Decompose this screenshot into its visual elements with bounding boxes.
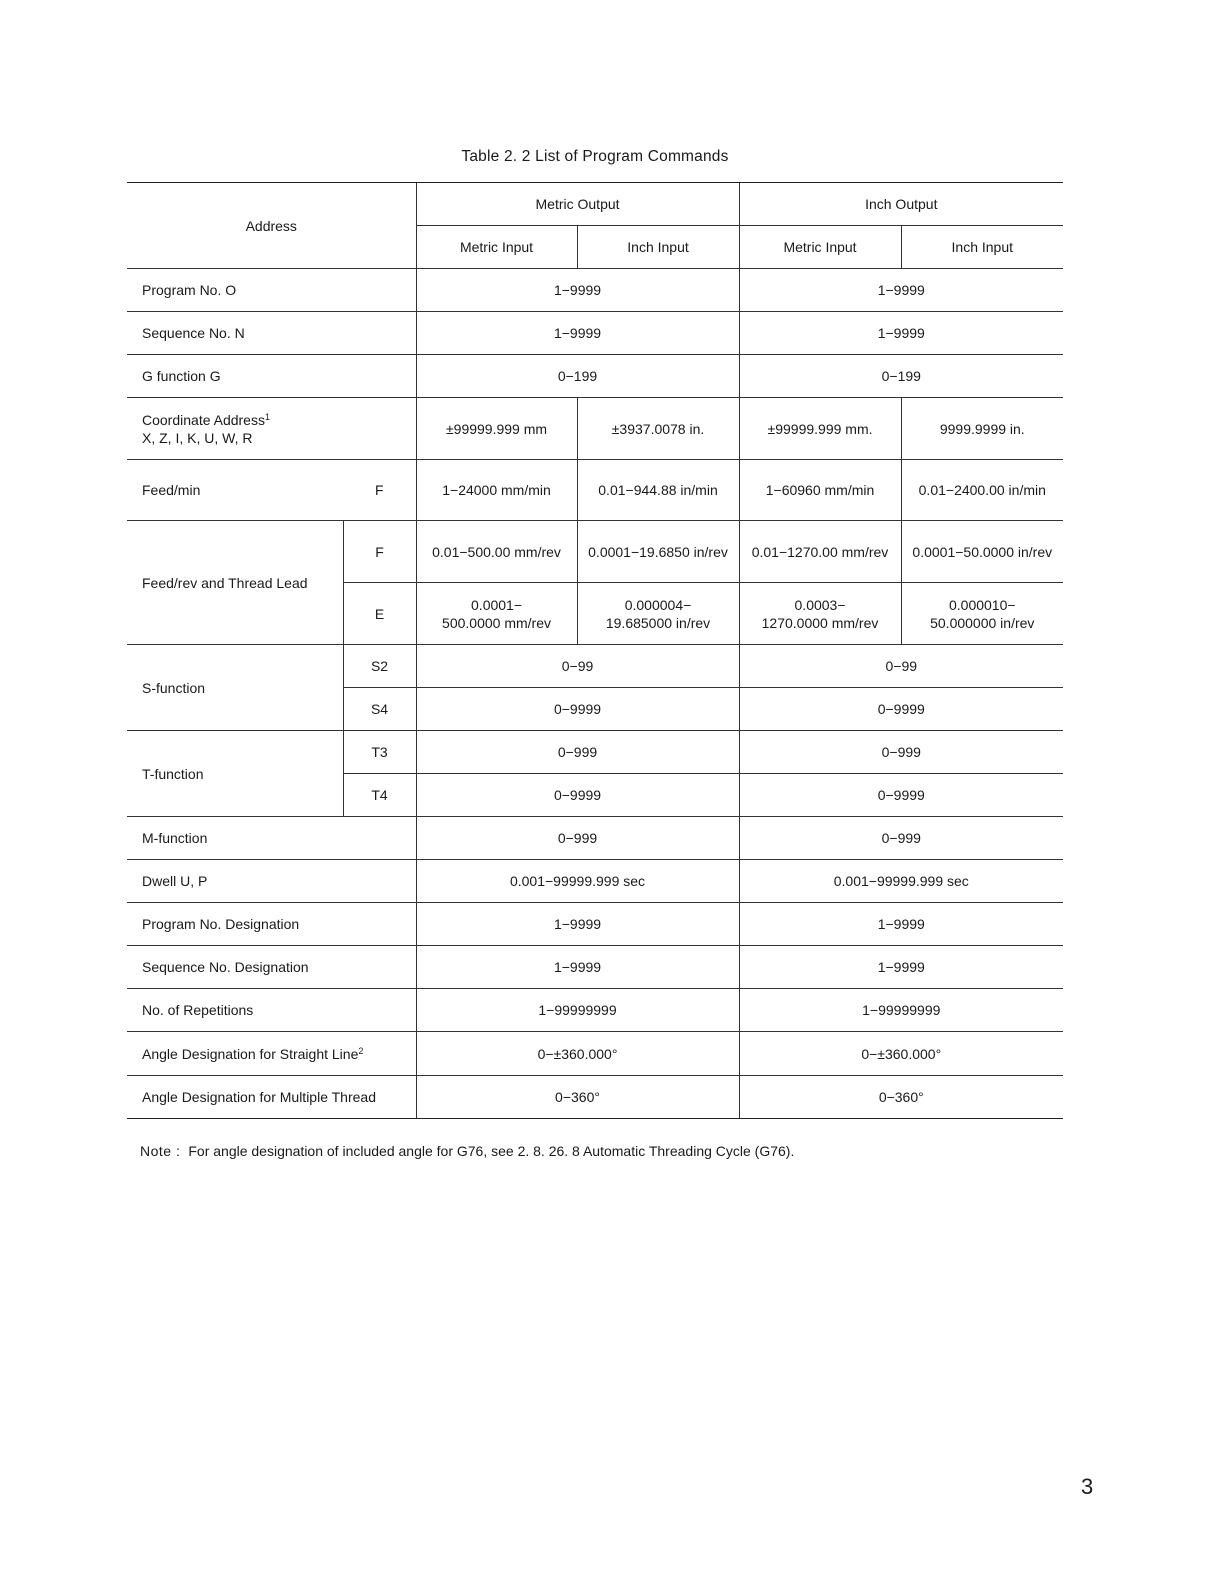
cell-metric-input: 0.01−1270.00 mm/rev [739, 521, 901, 583]
cell-metric-input: ±99999.999 mm [416, 398, 577, 460]
cell-inch: 0−9999 [739, 774, 1063, 817]
row-label-program-no: Program No. O [127, 269, 416, 312]
value-line: 1270.0000 mm/rev [761, 614, 879, 631]
table-row [127, 946, 1063, 989]
cell-inch-input: 0.01−2400.00 in/min [901, 460, 1063, 521]
cell-inch-input: 9999.9999 in. [901, 398, 1063, 460]
row-label-t-function: T-function [127, 731, 343, 817]
row-label-m-function: M-function [127, 817, 416, 860]
value-line: 0.0001− [471, 596, 523, 613]
cell-inch-input: 0.01−944.88 in/min [577, 460, 739, 521]
note-heading: Note : [140, 1143, 181, 1159]
cell-metric: 0−9999 [416, 688, 739, 731]
header-inch-input-2: Inch Input [901, 226, 1063, 269]
value-line: 0.000004− [624, 596, 692, 613]
table-row [127, 398, 1063, 460]
row-label-coordinate-address [127, 398, 416, 460]
angle-straight-label: Angle Designation for Straight Line [142, 1045, 359, 1062]
row-label-g-function: G function G [127, 355, 416, 398]
value-line: 0.000010− [948, 596, 1016, 613]
footnote-mark: 1 [264, 411, 270, 422]
row-label-dwell: Dwell U, P [127, 860, 416, 903]
header-row-1 [127, 183, 1063, 226]
table-row [127, 731, 1063, 774]
row-label-program-no-designation: Program No. Designation [127, 903, 416, 946]
cell-inch-input: ±3937.0078 in. [577, 398, 739, 460]
cell-metric: 0−999 [416, 817, 739, 860]
header-metric-input-1: Metric Input [416, 226, 577, 269]
value-line: 500.0000 mm/rev [442, 614, 551, 631]
cell-inch: 1−9999 [739, 946, 1063, 989]
value-line: 0.0003− [794, 596, 846, 613]
row-code-t3: T3 [343, 731, 416, 774]
row-label-sequence-no: Sequence No. N [127, 312, 416, 355]
table-row [127, 460, 1063, 521]
table-caption: Table 2. 2 List of Program Commands [461, 148, 729, 165]
header-address: Address [127, 183, 416, 269]
value-line: 19.685000 in/rev [605, 614, 711, 631]
row-code-f: F [343, 460, 416, 521]
table-row [127, 817, 1063, 860]
table-note [140, 1143, 794, 1159]
header-inch-output: Inch Output [739, 183, 1063, 226]
coordinate-label-line1: Coordinate Address [142, 411, 265, 428]
header-metric-input-2: Metric Input [739, 226, 901, 269]
cell-metric: 0−360° [416, 1076, 739, 1119]
cell-metric: 1−9999 [416, 312, 739, 355]
cell-metric: 0−9999 [416, 774, 739, 817]
table-row [127, 1032, 1063, 1076]
cell-inch: 0−999 [739, 731, 1063, 774]
cell-metric: 0−199 [416, 355, 739, 398]
cell-metric-input: 1−60960 mm/min [739, 460, 901, 521]
coordinate-label-line2: X, Z, I, K, U, W, R [142, 429, 253, 446]
header-inch-input-1: Inch Input [577, 226, 739, 269]
cell-inch: 1−9999 [739, 312, 1063, 355]
table-row [127, 989, 1063, 1032]
row-label-sequence-no-designation: Sequence No. Designation [127, 946, 416, 989]
table-row [127, 355, 1063, 398]
cell-metric: 1−9999 [416, 946, 739, 989]
table-row [127, 860, 1063, 903]
cell-metric: 1−9999 [416, 903, 739, 946]
cell-inch: 0−99 [739, 645, 1063, 688]
row-label-angle-straight [127, 1032, 416, 1076]
row-label-repetitions: No. of Repetitions [127, 989, 416, 1032]
cell-inch-input: 0.0001−50.0000 in/rev [901, 521, 1063, 583]
table-row [127, 1076, 1063, 1119]
cell-inch-input [901, 583, 1063, 645]
row-label-angle-multiple: Angle Designation for Multiple Thread [127, 1076, 416, 1119]
cell-metric-input: ±99999.999 mm. [739, 398, 901, 460]
cell-inch: 0.001−99999.999 sec [739, 860, 1063, 903]
table-row [127, 645, 1063, 688]
cell-metric: 0−99 [416, 645, 739, 688]
cell-inch: 1−99999999 [739, 989, 1063, 1032]
table-row [127, 312, 1063, 355]
header-metric-output: Metric Output [416, 183, 739, 226]
table-row [127, 269, 1063, 312]
cell-metric: 1−9999 [416, 269, 739, 312]
cell-metric-input [416, 583, 577, 645]
row-code-s2: S2 [343, 645, 416, 688]
cell-inch: 0−999 [739, 817, 1063, 860]
cell-metric: 0.001−99999.999 sec [416, 860, 739, 903]
table-row [127, 521, 1063, 583]
note-text: For angle designation of included angle for G76, see 2. 8. 26. 8 Automatic Threading Cycle (G76). [188, 1143, 795, 1159]
row-code-e: E [343, 583, 416, 645]
cell-metric: 1−99999999 [416, 989, 739, 1032]
row-code-s4: S4 [343, 688, 416, 731]
cell-inch-input: 0.0001−19.6850 in/rev [577, 521, 739, 583]
row-code-t4: T4 [343, 774, 416, 817]
cell-metric: 0−999 [416, 731, 739, 774]
cell-metric: 0−±360.000° [416, 1032, 739, 1076]
program-commands-table [127, 182, 1063, 1119]
row-label-feed-rev: Feed/rev and Thread Lead [127, 521, 343, 645]
row-code-f: F [343, 521, 416, 583]
table-row [127, 903, 1063, 946]
row-label-s-function: S-function [127, 645, 343, 731]
cell-inch: 0−199 [739, 355, 1063, 398]
cell-inch: 0−9999 [739, 688, 1063, 731]
cell-inch: 1−9999 [739, 903, 1063, 946]
cell-metric-input [739, 583, 901, 645]
cell-metric-input: 0.01−500.00 mm/rev [416, 521, 577, 583]
cell-inch-input [577, 583, 739, 645]
row-label-feed-min: Feed/min [127, 460, 343, 521]
page-number: 3 [1081, 1474, 1094, 1499]
cell-inch: 1−9999 [739, 269, 1063, 312]
value-line: 50.000000 in/rev [930, 614, 1035, 631]
cell-inch: 0−360° [739, 1076, 1063, 1119]
cell-metric-input: 1−24000 mm/min [416, 460, 577, 521]
cell-inch: 0−±360.000° [739, 1032, 1063, 1076]
footnote-mark: 2 [358, 1045, 364, 1056]
